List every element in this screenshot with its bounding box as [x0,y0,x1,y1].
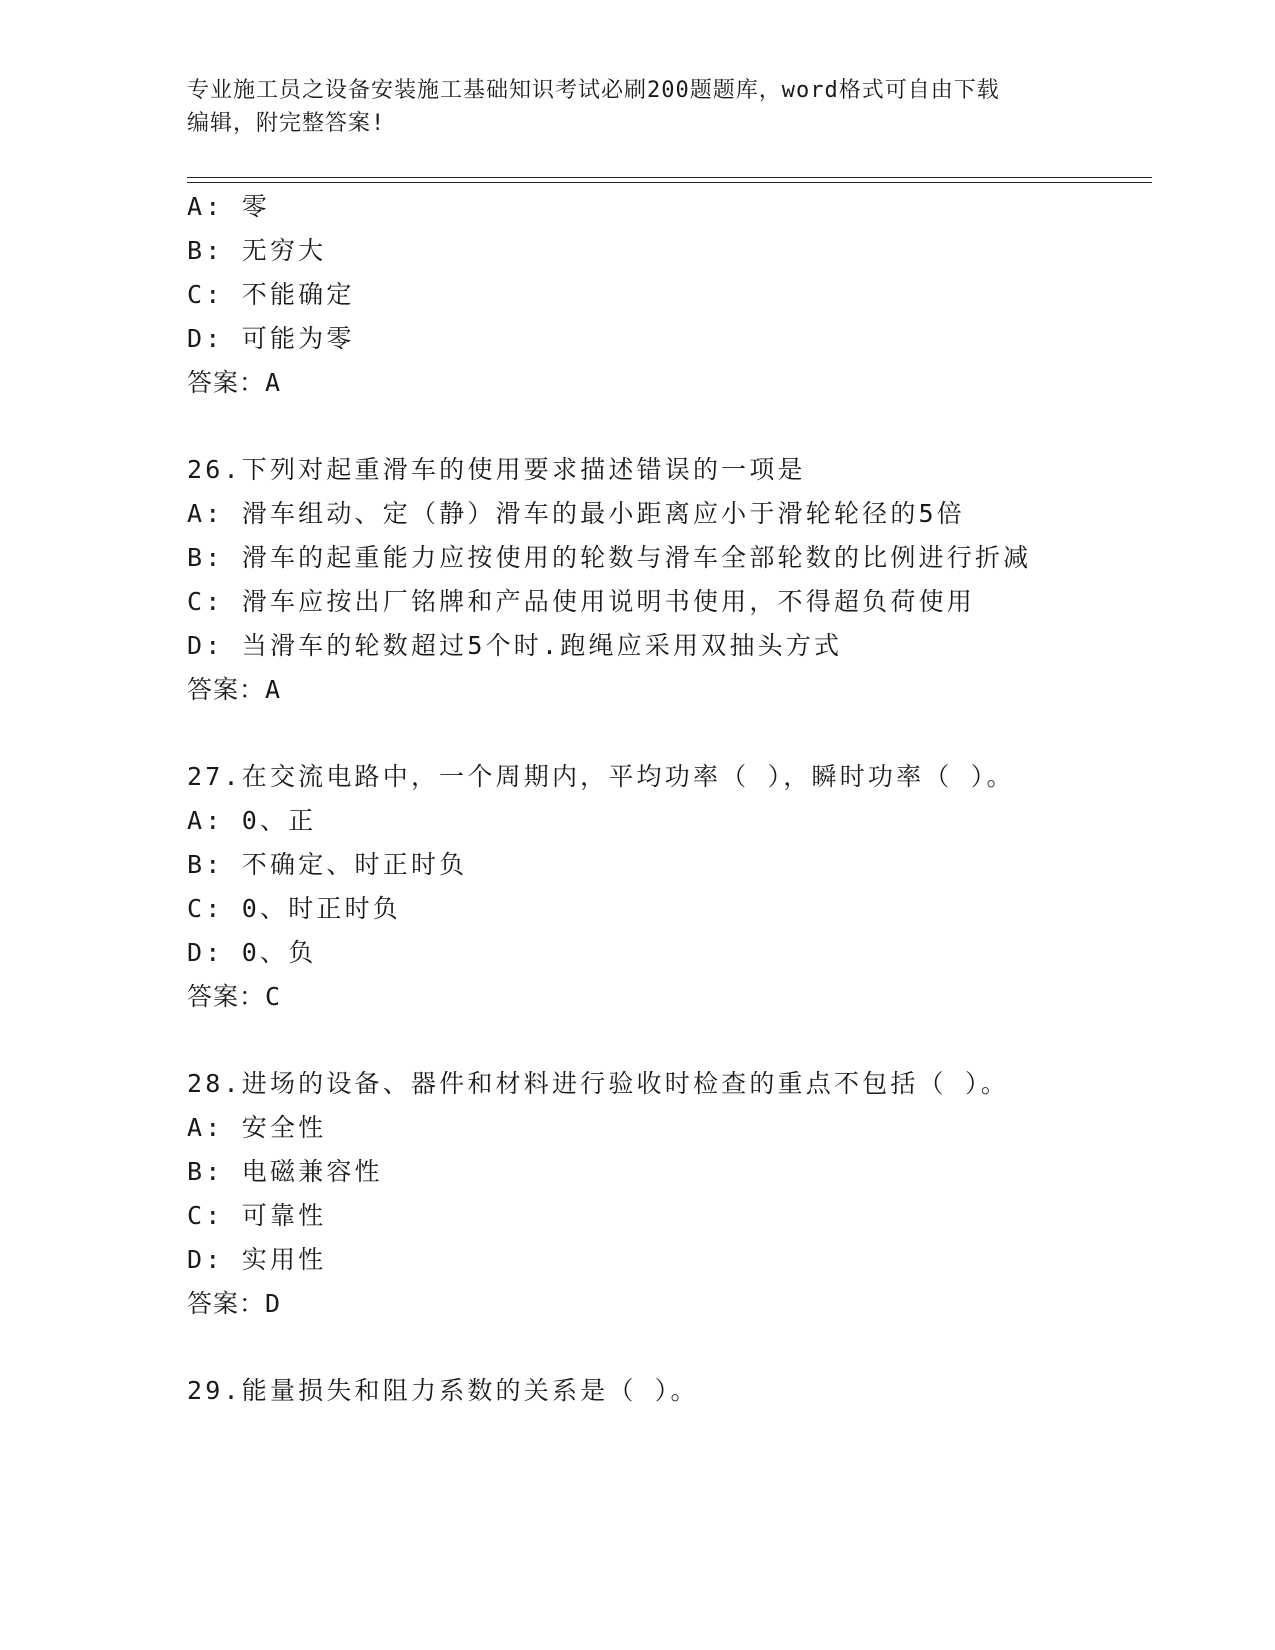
q29-question: 29.能量损失和阻力系数的关系是（ ）。 [187,1376,699,1405]
q27-answer: 答案：C [187,982,282,1011]
q25-option-a: A: 零 [187,192,270,221]
q26-option-b: B: 滑车的起重能力应按使用的轮数与滑车全部轮数的比例进行折减 [187,543,1032,572]
header-line-1: 专业施工员之设备安装施工基础知识考试必刷200题题库，word格式可自由下载 [187,78,1000,103]
q26-option-a: A: 滑车组动、定（静）滑车的最小距离应小于滑轮轮径的5倍 [187,499,966,528]
q27-question: 27.在交流电路中，一个周期内，平均功率（ ），瞬时功率（ ）。 [187,762,1015,791]
q25-option-b: B: 无穷大 [187,236,327,265]
q28-question: 28.进场的设备、器件和材料进行验收时检查的重点不包括（ ）。 [187,1069,1009,1098]
q27-option-a: A: 0、正 [187,806,317,835]
header-line-2: 编辑，附完整答案! [187,111,386,136]
header-divider-top [187,177,1152,178]
q26-answer: 答案：A [187,675,282,704]
q27-option-d: D: 0、负 [187,938,317,967]
q25-answer: 答案：A [187,368,282,397]
q27-option-b: B: 不确定、时正时负 [187,850,468,879]
q26-option-d: D: 当滑车的轮数超过5个时.跑绳应采用双抽头方式 [187,631,843,660]
q28-option-a: A: 安全性 [187,1113,327,1142]
q28-option-c: C: 可靠性 [187,1201,327,1230]
q26-question: 26.下列对起重滑车的使用要求描述错误的一项是 [187,455,806,484]
q28-option-b: B: 电磁兼容性 [187,1157,383,1186]
q25-option-c: C: 不能确定 [187,280,355,309]
q27-option-c: C: 0、时正时负 [187,894,402,923]
q28-answer: 答案：D [187,1289,282,1318]
q26-option-c: C: 滑车应按出厂铭牌和产品使用说明书使用，不得超负荷使用 [187,587,975,616]
q28-option-d: D: 实用性 [187,1245,327,1274]
document-header [187,74,1087,140]
q25-option-d: D: 可能为零 [187,324,355,353]
header-divider-bottom [187,182,1152,183]
